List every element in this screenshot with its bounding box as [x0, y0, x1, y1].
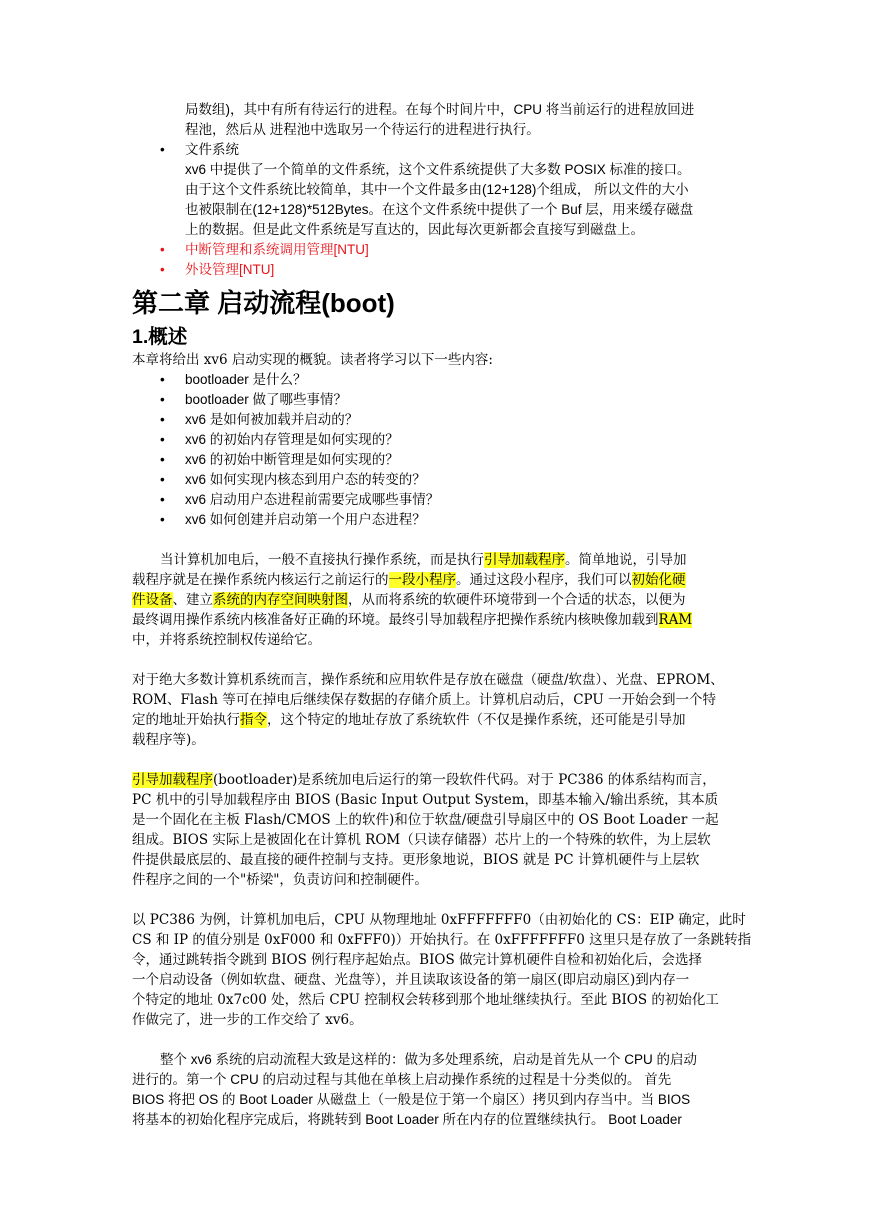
list-item-device-link[interactable]: • 外设管理[NTU] [132, 260, 736, 280]
list-item-title: • 文件系统 [185, 142, 239, 158]
paragraph-pc386 [132, 910, 752, 1030]
text-line: 载程序等)。 [132, 732, 205, 748]
text-line: 局数组)，其中有所有待运行的进程。在每个时间片中，CPU 将当前运行的进程放回进 [185, 102, 695, 117]
list-item: • xv6 如何实现内核态到用户态的转变的？ [132, 470, 736, 490]
highlight: 初始化硬 [631, 572, 686, 588]
text-span: 载程序就是在操作系统内核运行之前运行的 [132, 572, 389, 588]
text-line: 对于绝大多数计算机系统而言，操作系统和应用软件是存放在磁盘（硬盘/软盘）、光盘、EPROM、 [132, 672, 724, 688]
text-span: 。简单地说，引导加 [565, 552, 687, 568]
intro-text: 本章将给出 xv6 启动实现的概貌。读者将学习以下一些内容: [132, 352, 493, 368]
highlight: 一段小程序 [388, 572, 456, 588]
paragraph-bootloader-intro [132, 550, 736, 650]
text-line: 整个 xv6 系统的启动流程大致是这样的：做为多处理系统，启动是首先从一个 CPU 的启动 [160, 1052, 698, 1067]
text-line: 组成。BIOS 实际上是被固化在计算机 ROM（只读存储器）芯片上的一个特殊的软件，为上层软 [132, 832, 711, 848]
text-span: 定的地址开始执行 [132, 712, 240, 728]
list-item-filesystem [132, 140, 736, 240]
document-page [132, 100, 752, 1130]
text-line: 也被限制在(12+128)*512Bytes。在这个文件系统中提供了一个 Buf 层，用来缓存磁盘 [185, 202, 694, 217]
paragraph-xv6-boot [132, 1050, 736, 1130]
list-item: • xv6 的初始内存管理是如何实现的？ [132, 430, 736, 450]
question-list [132, 370, 736, 530]
text-line: BIOS 将把 OS 的 Boot Loader 从磁盘上（一般是位于第一个扇区）拷贝到内存当中。当 BIOS [132, 1092, 691, 1107]
text-line: ROM、Flash 等可在掉电后继续保存数据的存储介质上。计算机启动后，CPU 一开始会到一个特 [132, 692, 717, 708]
text-line: 将基本的初始化程序完成后，将跳转到 Boot Loader 所在内存的位置继续执行。 Boot Loader [132, 1112, 682, 1127]
text-line: 个特定的地址 0x7c00 处，然后 CPU 控制权会转移到那个地址继续执行。至此 BIOS 的初始化工 [132, 992, 719, 1008]
highlight: 引导加载程序 [132, 772, 213, 788]
highlight: 件设备 [132, 592, 173, 608]
chapter-title: 第二章 启动流程(boot) [132, 288, 395, 318]
text-line: CS 和 IP 的值分别是 0xF000 和 0xFFF0)）开始执行。在 0xFFFFFFF0 这里只是存放了一条跳转指 [132, 932, 752, 948]
text-line: 是一个固化在主板 Flash/CMOS 上的软件)和位于软盘/硬盘引导扇区中的 OS Boot Loader 一起 [132, 812, 719, 828]
highlight: 指令 [240, 712, 267, 728]
text-line: 由于这个文件系统比较简单，其中一个文件最多由(12+128)个组成， 所以文件的大小 [185, 182, 689, 197]
text-line: 作做完了，进一步的工作交给了 xv6。 [132, 1012, 363, 1028]
scheduler-item-continuation [185, 100, 736, 140]
list-item: • xv6 是如何被加载并启动的？ [132, 410, 736, 430]
list-item: • xv6 启动用户态进程前需要完成哪些事情？ [132, 490, 736, 510]
list-item: • xv6 的初始中断管理是如何实现的？ [132, 450, 736, 470]
text-line: PC 机中的引导加载程序由 BIOS (Basic Input Output System，即基本输入/输出系统，其本质 [132, 792, 719, 808]
section-title: 1.概述 [132, 326, 188, 348]
list-item: • xv6 如何创建并启动第一个用户态进程？ [132, 510, 736, 530]
text-span: 。通过这段小程序，我们可以 [456, 572, 632, 588]
text-span: ，从而将系统的软硬件环境带到一个合适的状态，以便为 [348, 592, 686, 608]
list-item: • bootloader 做了哪些事情？ [132, 390, 736, 410]
list-item: • bootloader 是什么？ [132, 370, 736, 390]
text-line: 中，并将系统控制权传递给它。 [132, 632, 321, 648]
highlight: 引导加载程序 [484, 552, 565, 568]
list-item-interrupt-link[interactable]: • 中断管理和系统调用管理[NTU] [132, 240, 736, 260]
text-span: 当计算机加电后，一般不直接执行操作系统，而是执行 [160, 552, 484, 568]
text-line: 程池，然后从 进程池中选取另一个待运行的进程进行执行。 [185, 122, 540, 137]
text-span: (bootloader)是系统加电后运行的第一段软件代码。对于 PC386 的体系结构而言， [213, 772, 716, 788]
highlight: 系统的内存空间映射图 [213, 592, 348, 608]
text-line: 件提供最底层的、最直接的硬件控制与支持。更形象地说，BIOS 就是 PC 计算机硬件与上层软 [132, 852, 700, 868]
text-span: 、建立 [172, 592, 213, 608]
text-span: 最终调用操作系统内核准备好正确的环境。最终引导加载程序把操作系统内核映像加载到 [132, 612, 659, 628]
paragraph-storage [132, 670, 736, 750]
text-line: 令，通过跳转指令跳到 BIOS 例行程序起始点。BIOS 做完计算机硬件自检和初始化后，会选择 [132, 952, 703, 968]
text-line: 上的数据。但是此文件系统是写直达的，因此每次更新都会直接写到磁盘上。 [185, 222, 644, 237]
text-line: 件程序之间的一个"桥梁"，负责访问和控制硬件。 [132, 872, 428, 888]
text-span: ，这个特定的地址存放了系统软件（不仅是操作系统，还可能是引导加 [267, 712, 686, 728]
text-line: 以 PC386 为例，计算机加电后，CPU 从物理地址 0xFFFFFFF0（由初始化的 CS：EIP 确定，此时 [132, 912, 746, 928]
text-line: xv6 中提供了一个简单的文件系统，这个文件系统提供了大多数 POSIX 标准的接口。 [185, 162, 691, 177]
paragraph-bios [132, 770, 736, 890]
text-line: 进行的。第一个 CPU 的启动过程与其他在单核上启动操作系统的过程是十分类似的。 首先 [132, 1072, 672, 1087]
text-line: 一个启动设备（例如软盘、硬盘、光盘等），并且读取该设备的第一扇区(即启动扇区)到内存一 [132, 972, 690, 988]
highlight: RAM [658, 612, 693, 628]
